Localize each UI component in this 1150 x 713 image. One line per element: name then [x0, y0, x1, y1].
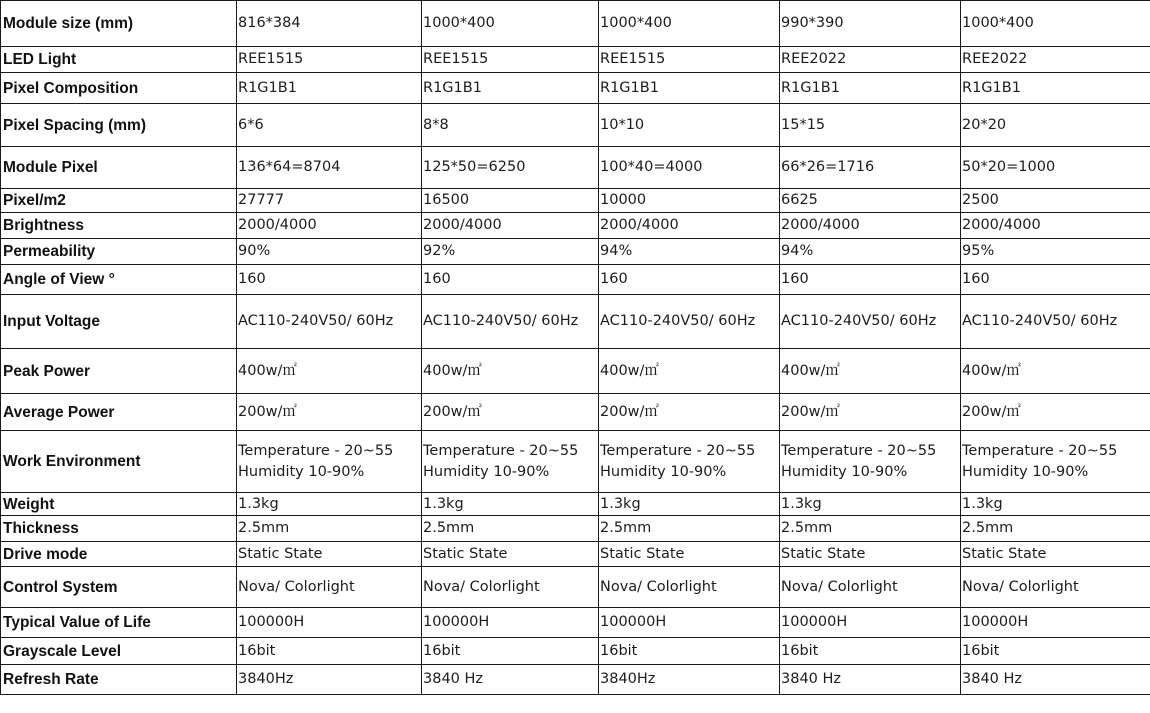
table-cell: Nova/ Colorlight	[599, 567, 780, 608]
table-cell: AC110-240V50/ 60Hz	[961, 295, 1150, 349]
table-cell: AC110-240V50/ 60Hz	[237, 295, 422, 349]
table-cell: 1000*400	[961, 1, 1150, 47]
table-cell: 8*8	[422, 104, 599, 147]
table-cell: 100000H	[422, 608, 599, 638]
table-cell: 16500	[422, 189, 599, 213]
table-cell: 2000/4000	[961, 213, 1150, 239]
table-row	[1, 47, 1150, 73]
cell-line: Temperature - 20~55	[423, 442, 579, 459]
table-cell: 90%	[237, 239, 422, 265]
row-label: Pixel Spacing (mm)	[1, 104, 237, 147]
table-cell: 16bit	[422, 638, 599, 665]
cell-line: Humidity 10-90%	[781, 463, 908, 480]
table-row	[1, 516, 1150, 542]
table-cell: 1.3kg	[780, 493, 961, 516]
table-cell: 100000H	[780, 608, 961, 638]
table-cell: 16bit	[237, 638, 422, 665]
spec-table-body	[1, 1, 1150, 695]
table-cell: 100000H	[961, 608, 1150, 638]
table-cell: Nova/ Colorlight	[237, 567, 422, 608]
table-cell	[780, 431, 961, 493]
table-row	[1, 567, 1150, 608]
row-label: Module Pixel	[1, 147, 237, 189]
table-cell: Nova/ Colorlight	[422, 567, 599, 608]
table-cell: REE1515	[422, 47, 599, 73]
table-cell: 200w/㎡	[237, 394, 422, 431]
table-cell	[237, 431, 422, 493]
table-cell: 27777	[237, 189, 422, 213]
row-label: Thickness	[1, 516, 237, 542]
row-label: Average Power	[1, 394, 237, 431]
table-cell: 400w/㎡	[237, 349, 422, 394]
table-row	[1, 73, 1150, 104]
table-row	[1, 349, 1150, 394]
table-cell: 2.5mm	[961, 516, 1150, 542]
table-cell: 160	[237, 265, 422, 295]
table-cell: 16bit	[599, 638, 780, 665]
cell-line: Humidity 10-90%	[600, 463, 727, 480]
table-cell: 160	[780, 265, 961, 295]
table-cell: 200w/㎡	[599, 394, 780, 431]
table-cell: 100000H	[599, 608, 780, 638]
table-cell: 2.5mm	[780, 516, 961, 542]
table-cell: 2000/4000	[422, 213, 599, 239]
table-cell: 10000	[599, 189, 780, 213]
table-cell: 95%	[961, 239, 1150, 265]
cell-line: Humidity 10-90%	[962, 463, 1089, 480]
table-cell: 1.3kg	[961, 493, 1150, 516]
table-cell: 816*384	[237, 1, 422, 47]
table-row	[1, 189, 1150, 213]
row-label: Control System	[1, 567, 237, 608]
table-cell: 10*10	[599, 104, 780, 147]
table-cell: 2.5mm	[599, 516, 780, 542]
table-cell	[961, 431, 1150, 493]
table-cell: Static State	[599, 542, 780, 567]
row-label: Pixel/m2	[1, 189, 237, 213]
table-cell: Static State	[780, 542, 961, 567]
table-cell: 3840Hz	[237, 665, 422, 695]
table-row	[1, 493, 1150, 516]
table-cell: 100*40=4000	[599, 147, 780, 189]
row-label: Input Voltage	[1, 295, 237, 349]
table-cell: REE2022	[961, 47, 1150, 73]
table-cell: 160	[961, 265, 1150, 295]
table-row	[1, 431, 1150, 493]
row-label: Pixel Composition	[1, 73, 237, 104]
table-cell: Nova/ Colorlight	[961, 567, 1150, 608]
table-row	[1, 638, 1150, 665]
row-label: Refresh Rate	[1, 665, 237, 695]
table-cell: 2000/4000	[237, 213, 422, 239]
table-cell: 400w/㎡	[599, 349, 780, 394]
table-cell: 2.5mm	[237, 516, 422, 542]
table-cell: R1G1B1	[780, 73, 961, 104]
table-cell: AC110-240V50/ 60Hz	[780, 295, 961, 349]
table-cell: 160	[422, 265, 599, 295]
table-cell: 1.3kg	[237, 493, 422, 516]
table-cell: 6625	[780, 189, 961, 213]
cell-line: Humidity 10-90%	[238, 463, 365, 480]
table-cell: 94%	[780, 239, 961, 265]
table-cell: Static State	[237, 542, 422, 567]
row-label: Brightness	[1, 213, 237, 239]
table-cell: Static State	[422, 542, 599, 567]
table-cell: REE1515	[599, 47, 780, 73]
table-cell: 2000/4000	[780, 213, 961, 239]
table-cell: Nova/ Colorlight	[780, 567, 961, 608]
table-row	[1, 394, 1150, 431]
row-label: LED Light	[1, 47, 237, 73]
row-label: Typical Value of Life	[1, 608, 237, 638]
table-cell: 94%	[599, 239, 780, 265]
row-label: Grayscale Level	[1, 638, 237, 665]
table-row	[1, 265, 1150, 295]
table-cell: 125*50=6250	[422, 147, 599, 189]
table-cell: 1.3kg	[599, 493, 780, 516]
table-cell: REE1515	[237, 47, 422, 73]
table-cell: 136*64=8704	[237, 147, 422, 189]
table-cell: 990*390	[780, 1, 961, 47]
table-cell: 1.3kg	[422, 493, 599, 516]
table-cell: 1000*400	[599, 1, 780, 47]
table-cell: AC110-240V50/ 60Hz	[422, 295, 599, 349]
table-cell: 3840 Hz	[422, 665, 599, 695]
table-row	[1, 239, 1150, 265]
row-label: Peak Power	[1, 349, 237, 394]
table-row	[1, 1, 1150, 47]
table-cell: 160	[599, 265, 780, 295]
table-cell: 2.5mm	[422, 516, 599, 542]
cell-line: Temperature - 20~55	[781, 442, 937, 459]
cell-line: Temperature - 20~55	[962, 442, 1118, 459]
cell-line: Temperature - 20~55	[600, 442, 756, 459]
table-row	[1, 104, 1150, 147]
table-cell: 50*20=1000	[961, 147, 1150, 189]
row-label: Module size (mm)	[1, 1, 237, 47]
table-row	[1, 295, 1150, 349]
table-cell: Static State	[961, 542, 1150, 567]
cell-line: Humidity 10-90%	[423, 463, 550, 480]
table-cell: 3840 Hz	[780, 665, 961, 695]
table-cell: R1G1B1	[961, 73, 1150, 104]
table-cell: 400w/㎡	[780, 349, 961, 394]
row-label: Work Environment	[1, 431, 237, 493]
table-cell: R1G1B1	[422, 73, 599, 104]
cell-line: Temperature - 20~55	[238, 442, 394, 459]
table-cell: 1000*400	[422, 1, 599, 47]
table-cell: 20*20	[961, 104, 1150, 147]
table-cell: 200w/㎡	[780, 394, 961, 431]
row-label: Permeability	[1, 239, 237, 265]
row-label: Drive mode	[1, 542, 237, 567]
table-cell: R1G1B1	[237, 73, 422, 104]
row-label: Angle of View °	[1, 265, 237, 295]
table-cell: 3840 Hz	[961, 665, 1150, 695]
table-row	[1, 608, 1150, 638]
table-cell: 3840Hz	[599, 665, 780, 695]
table-cell: R1G1B1	[599, 73, 780, 104]
table-cell	[422, 431, 599, 493]
table-cell: 92%	[422, 239, 599, 265]
table-cell	[599, 431, 780, 493]
table-cell: 15*15	[780, 104, 961, 147]
table-cell: 200w/㎡	[961, 394, 1150, 431]
table-row	[1, 213, 1150, 239]
table-cell: 400w/㎡	[422, 349, 599, 394]
table-cell: 2000/4000	[599, 213, 780, 239]
table-cell: 16bit	[961, 638, 1150, 665]
table-cell: 100000H	[237, 608, 422, 638]
table-cell: 66*26=1716	[780, 147, 961, 189]
table-cell: REE2022	[780, 47, 961, 73]
table-row	[1, 542, 1150, 567]
table-cell: 2500	[961, 189, 1150, 213]
table-cell: AC110-240V50/ 60Hz	[599, 295, 780, 349]
table-row	[1, 147, 1150, 189]
table-cell: 200w/㎡	[422, 394, 599, 431]
table-row	[1, 665, 1150, 695]
row-label: Weight	[1, 493, 237, 516]
table-cell: 6*6	[237, 104, 422, 147]
table-cell: 400w/㎡	[961, 349, 1150, 394]
table-cell: 16bit	[780, 638, 961, 665]
